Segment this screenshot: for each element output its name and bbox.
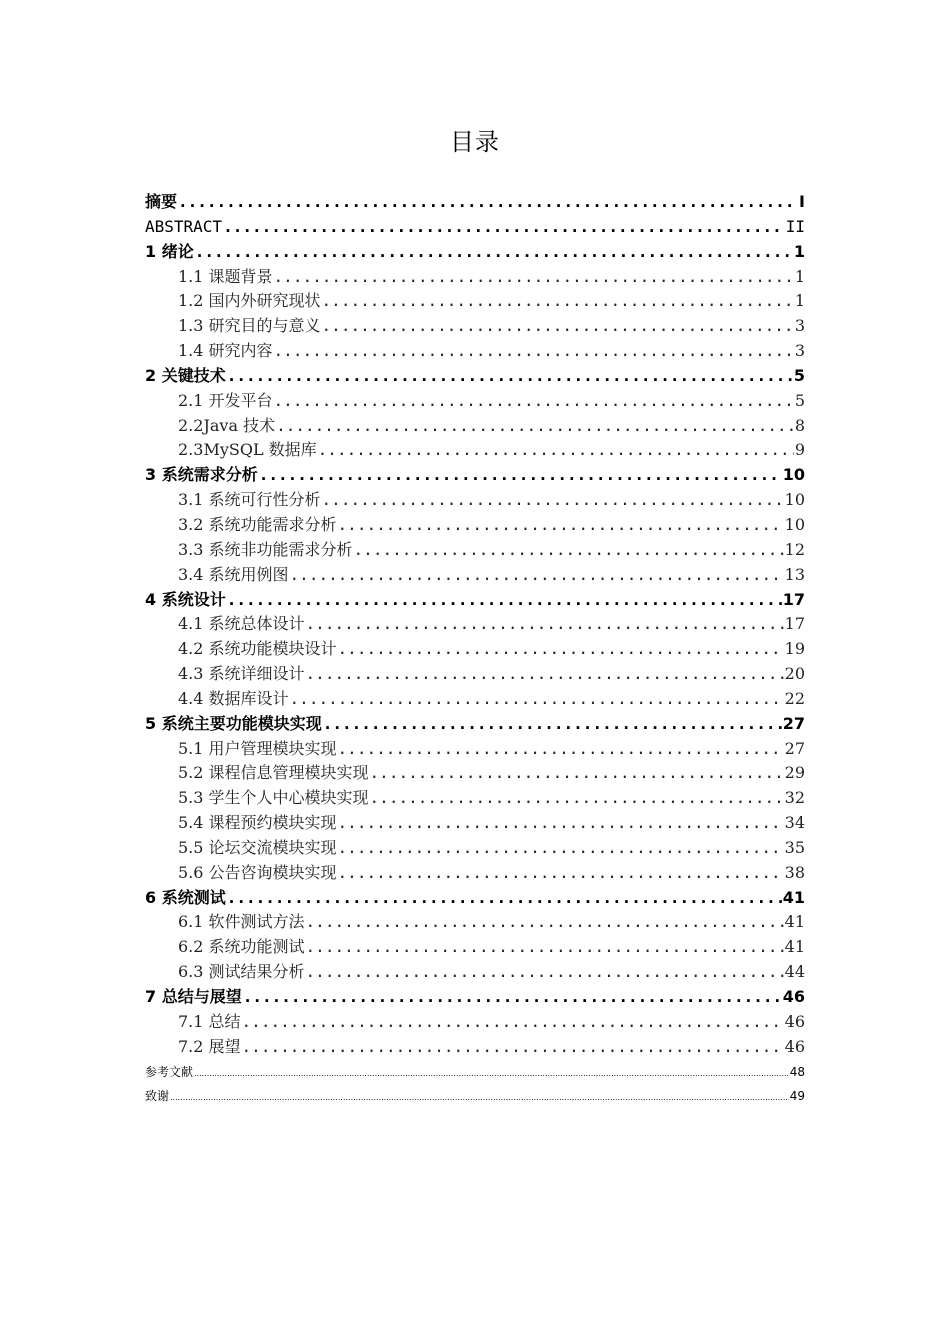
toc-page-number: 20 xyxy=(784,664,805,684)
toc-dot-leader xyxy=(318,438,794,463)
toc-page-number: 12 xyxy=(784,539,805,559)
toc-entry-label: 2.2Java 技术 xyxy=(178,415,276,435)
toc-page-number: 38 xyxy=(784,862,805,882)
toc-entry[interactable] xyxy=(145,1060,805,1085)
page-title: 目录 xyxy=(450,128,500,156)
toc-entry-label: 6.2 系统功能测试 xyxy=(178,937,305,957)
toc-dot-leader xyxy=(322,289,794,314)
toc-page-number: 5 xyxy=(794,390,805,410)
toc-entry-label: 5 系统主要功能模块实现 xyxy=(145,713,322,733)
toc-entry[interactable] xyxy=(145,463,805,488)
toc-page-number: 35 xyxy=(784,837,805,857)
toc-entry[interactable] xyxy=(145,414,805,439)
toc-entry[interactable] xyxy=(145,215,805,240)
toc-entry-label: 2.3MySQL 数据库 xyxy=(178,440,317,460)
toc-dot-leader xyxy=(338,513,784,538)
toc-entry-label: 1.1 课题背景 xyxy=(178,266,273,286)
toc-page-number: I xyxy=(799,192,805,211)
toc-entry-label: 7.2 展望 xyxy=(178,1036,241,1056)
toc-dot-leader xyxy=(370,761,784,786)
toc-entry-label: 4 系统设计 xyxy=(145,589,226,609)
toc-entry-label: 5.2 课程信息管理模块实现 xyxy=(178,763,369,783)
toc-dot-leader xyxy=(290,563,784,588)
toc-page-number: II xyxy=(785,216,805,236)
toc-dot-leader xyxy=(354,538,784,563)
toc-dot-leader xyxy=(306,960,784,985)
toc-entry-label: 参考文献 xyxy=(145,1064,194,1079)
toc-entry[interactable] xyxy=(145,985,805,1010)
toc-entry-label: 1.4 研究内容 xyxy=(178,341,273,361)
toc-page-number: 10 xyxy=(784,514,805,534)
toc-entry[interactable] xyxy=(145,513,805,538)
toc-page-number: 1 xyxy=(794,291,805,311)
toc-entry-label: 3.3 系统非功能需求分析 xyxy=(178,539,353,559)
toc-entry-label: 3 系统需求分析 xyxy=(145,465,258,485)
toc-dot-leader xyxy=(306,935,784,960)
toc-page-number: 10 xyxy=(782,465,805,485)
toc-page-number: 10 xyxy=(784,490,805,510)
toc-dot-leader xyxy=(370,786,784,811)
toc-entry[interactable] xyxy=(145,588,805,613)
toc-page-number: 17 xyxy=(784,614,805,634)
toc-entry[interactable] xyxy=(145,488,805,513)
toc-entry[interactable] xyxy=(145,563,805,588)
toc-entry[interactable] xyxy=(145,389,805,414)
toc-entry[interactable] xyxy=(145,265,805,290)
toc-page-number: 46 xyxy=(784,1011,805,1031)
toc-page-number: 3 xyxy=(794,316,805,336)
toc-page-number: 41 xyxy=(784,937,805,957)
toc-page-number: 49 xyxy=(789,1089,805,1104)
toc-dot-leader xyxy=(227,886,782,911)
toc-page-number: 34 xyxy=(784,813,805,833)
toc-entry[interactable] xyxy=(145,662,805,687)
toc-dot-leader xyxy=(338,836,784,861)
toc-dot-leader xyxy=(322,314,794,339)
toc-dot-leader xyxy=(178,190,798,215)
toc-dot-leader xyxy=(195,240,793,265)
toc-page-number: 27 xyxy=(784,738,805,758)
toc-entry[interactable] xyxy=(145,935,805,960)
toc-dot-leader xyxy=(259,463,782,488)
toc-dot-leader xyxy=(242,1010,784,1035)
toc-page-number: 41 xyxy=(784,912,805,932)
toc-dot-leader xyxy=(323,712,782,737)
toc-entry-label: 4.3 系统详细设计 xyxy=(178,664,305,684)
toc-entry[interactable] xyxy=(145,836,805,861)
toc-entry-label: 5.4 课程预约模块实现 xyxy=(178,813,337,833)
toc-dot-leader xyxy=(243,985,782,1010)
toc-entry[interactable] xyxy=(145,960,805,985)
toc-entry[interactable] xyxy=(145,861,805,886)
toc-entry[interactable] xyxy=(145,240,805,265)
toc-dot-leader xyxy=(223,215,785,240)
toc-entry[interactable] xyxy=(145,761,805,786)
toc-entry-label: 5.1 用户管理模块实现 xyxy=(178,738,337,758)
table-of-contents xyxy=(145,190,805,1109)
toc-entry-label: 4.1 系统总体设计 xyxy=(178,614,305,634)
toc-dot-leader xyxy=(306,662,784,687)
toc-entry-label: ABSTRACT xyxy=(145,216,223,236)
toc-page-number: 46 xyxy=(782,987,805,1006)
toc-dot-leader xyxy=(338,637,784,662)
toc-entry-label: 7.1 总结 xyxy=(178,1011,241,1031)
toc-entry-label: 1.3 研究目的与意义 xyxy=(178,316,321,336)
toc-page-number: 48 xyxy=(789,1064,805,1079)
toc-page-number: 19 xyxy=(784,639,805,659)
toc-entry[interactable] xyxy=(145,737,805,762)
toc-entry-label: 4.4 数据库设计 xyxy=(178,688,289,708)
toc-entry[interactable] xyxy=(145,1084,805,1109)
toc-dot-leader xyxy=(227,364,793,389)
toc-page-number: 41 xyxy=(782,887,805,907)
toc-page-number: 27 xyxy=(782,713,805,733)
toc-dot-leader xyxy=(194,1062,789,1085)
toc-page-number: 44 xyxy=(784,962,805,982)
toc-entry[interactable] xyxy=(145,811,805,836)
toc-dot-leader xyxy=(338,737,784,762)
toc-page-number: 5 xyxy=(793,365,805,385)
toc-page-number: 46 xyxy=(784,1036,805,1056)
toc-entry-label: 3.2 系统功能需求分析 xyxy=(178,514,337,534)
toc-dot-leader xyxy=(242,1035,784,1060)
toc-entry[interactable] xyxy=(145,364,805,389)
toc-dot-leader xyxy=(290,687,784,712)
toc-entry-label: 3.4 系统用例图 xyxy=(178,564,289,584)
toc-dot-leader xyxy=(338,861,784,886)
toc-entry-label: 4.2 系统功能模块设计 xyxy=(178,639,337,659)
toc-entry-label: 摘要 xyxy=(145,192,178,211)
toc-entry-label: 6 系统测试 xyxy=(145,887,226,907)
toc-page-number: 9 xyxy=(794,440,805,460)
toc-page-number: 3 xyxy=(794,341,805,361)
toc-dot-leader xyxy=(274,389,794,414)
toc-page-number: 13 xyxy=(784,564,805,584)
toc-entry[interactable] xyxy=(145,538,805,563)
toc-entry-label: 1 绪论 xyxy=(145,241,194,261)
toc-dot-leader xyxy=(306,910,784,935)
toc-entry[interactable] xyxy=(145,637,805,662)
toc-entry[interactable] xyxy=(145,1035,805,1060)
toc-entry[interactable] xyxy=(145,886,805,911)
toc-entry[interactable] xyxy=(145,612,805,637)
toc-entry[interactable] xyxy=(145,786,805,811)
toc-page-number: 29 xyxy=(784,763,805,783)
toc-entry-label: 5.6 公告咨询模块实现 xyxy=(178,862,337,882)
toc-dot-leader xyxy=(227,588,782,613)
toc-dot-leader xyxy=(274,265,794,290)
toc-page-number: 8 xyxy=(794,415,805,435)
toc-page-number: 22 xyxy=(784,688,805,708)
toc-entry-label: 6.1 软件测试方法 xyxy=(178,912,305,932)
toc-dot-leader xyxy=(322,488,784,513)
toc-entry[interactable] xyxy=(145,289,805,314)
toc-page-number: 17 xyxy=(782,589,805,609)
toc-dot-leader xyxy=(170,1086,789,1109)
toc-entry-label: 1.2 国内外研究现状 xyxy=(178,291,321,311)
toc-entry[interactable] xyxy=(145,712,805,737)
toc-dot-leader xyxy=(276,414,794,439)
toc-entry[interactable] xyxy=(145,339,805,364)
toc-entry[interactable] xyxy=(145,438,805,463)
toc-entry-label: 6.3 测试结果分析 xyxy=(178,962,305,982)
toc-entry-label: 致谢 xyxy=(145,1089,170,1104)
toc-dot-leader xyxy=(338,811,784,836)
toc-entry[interactable] xyxy=(145,314,805,339)
toc-entry-label: 2 关键技术 xyxy=(145,365,226,385)
toc-entry-label: 5.3 学生个人中心模块实现 xyxy=(178,788,369,808)
toc-entry-label: 2.1 开发平台 xyxy=(178,390,273,410)
toc-entry[interactable] xyxy=(145,910,805,935)
toc-page-number: 32 xyxy=(784,788,805,808)
toc-entry[interactable] xyxy=(145,1010,805,1035)
toc-entry-label: 3.1 系统可行性分析 xyxy=(178,490,321,510)
toc-dot-leader xyxy=(306,612,784,637)
toc-entry-label: 7 总结与展望 xyxy=(145,987,242,1006)
toc-entry-label: 5.5 论坛交流模块实现 xyxy=(178,837,337,857)
toc-page-number: 1 xyxy=(793,241,805,261)
toc-page-number: 1 xyxy=(794,266,805,286)
toc-dot-leader xyxy=(274,339,794,364)
toc-entry[interactable] xyxy=(145,190,805,215)
toc-entry[interactable] xyxy=(145,687,805,712)
